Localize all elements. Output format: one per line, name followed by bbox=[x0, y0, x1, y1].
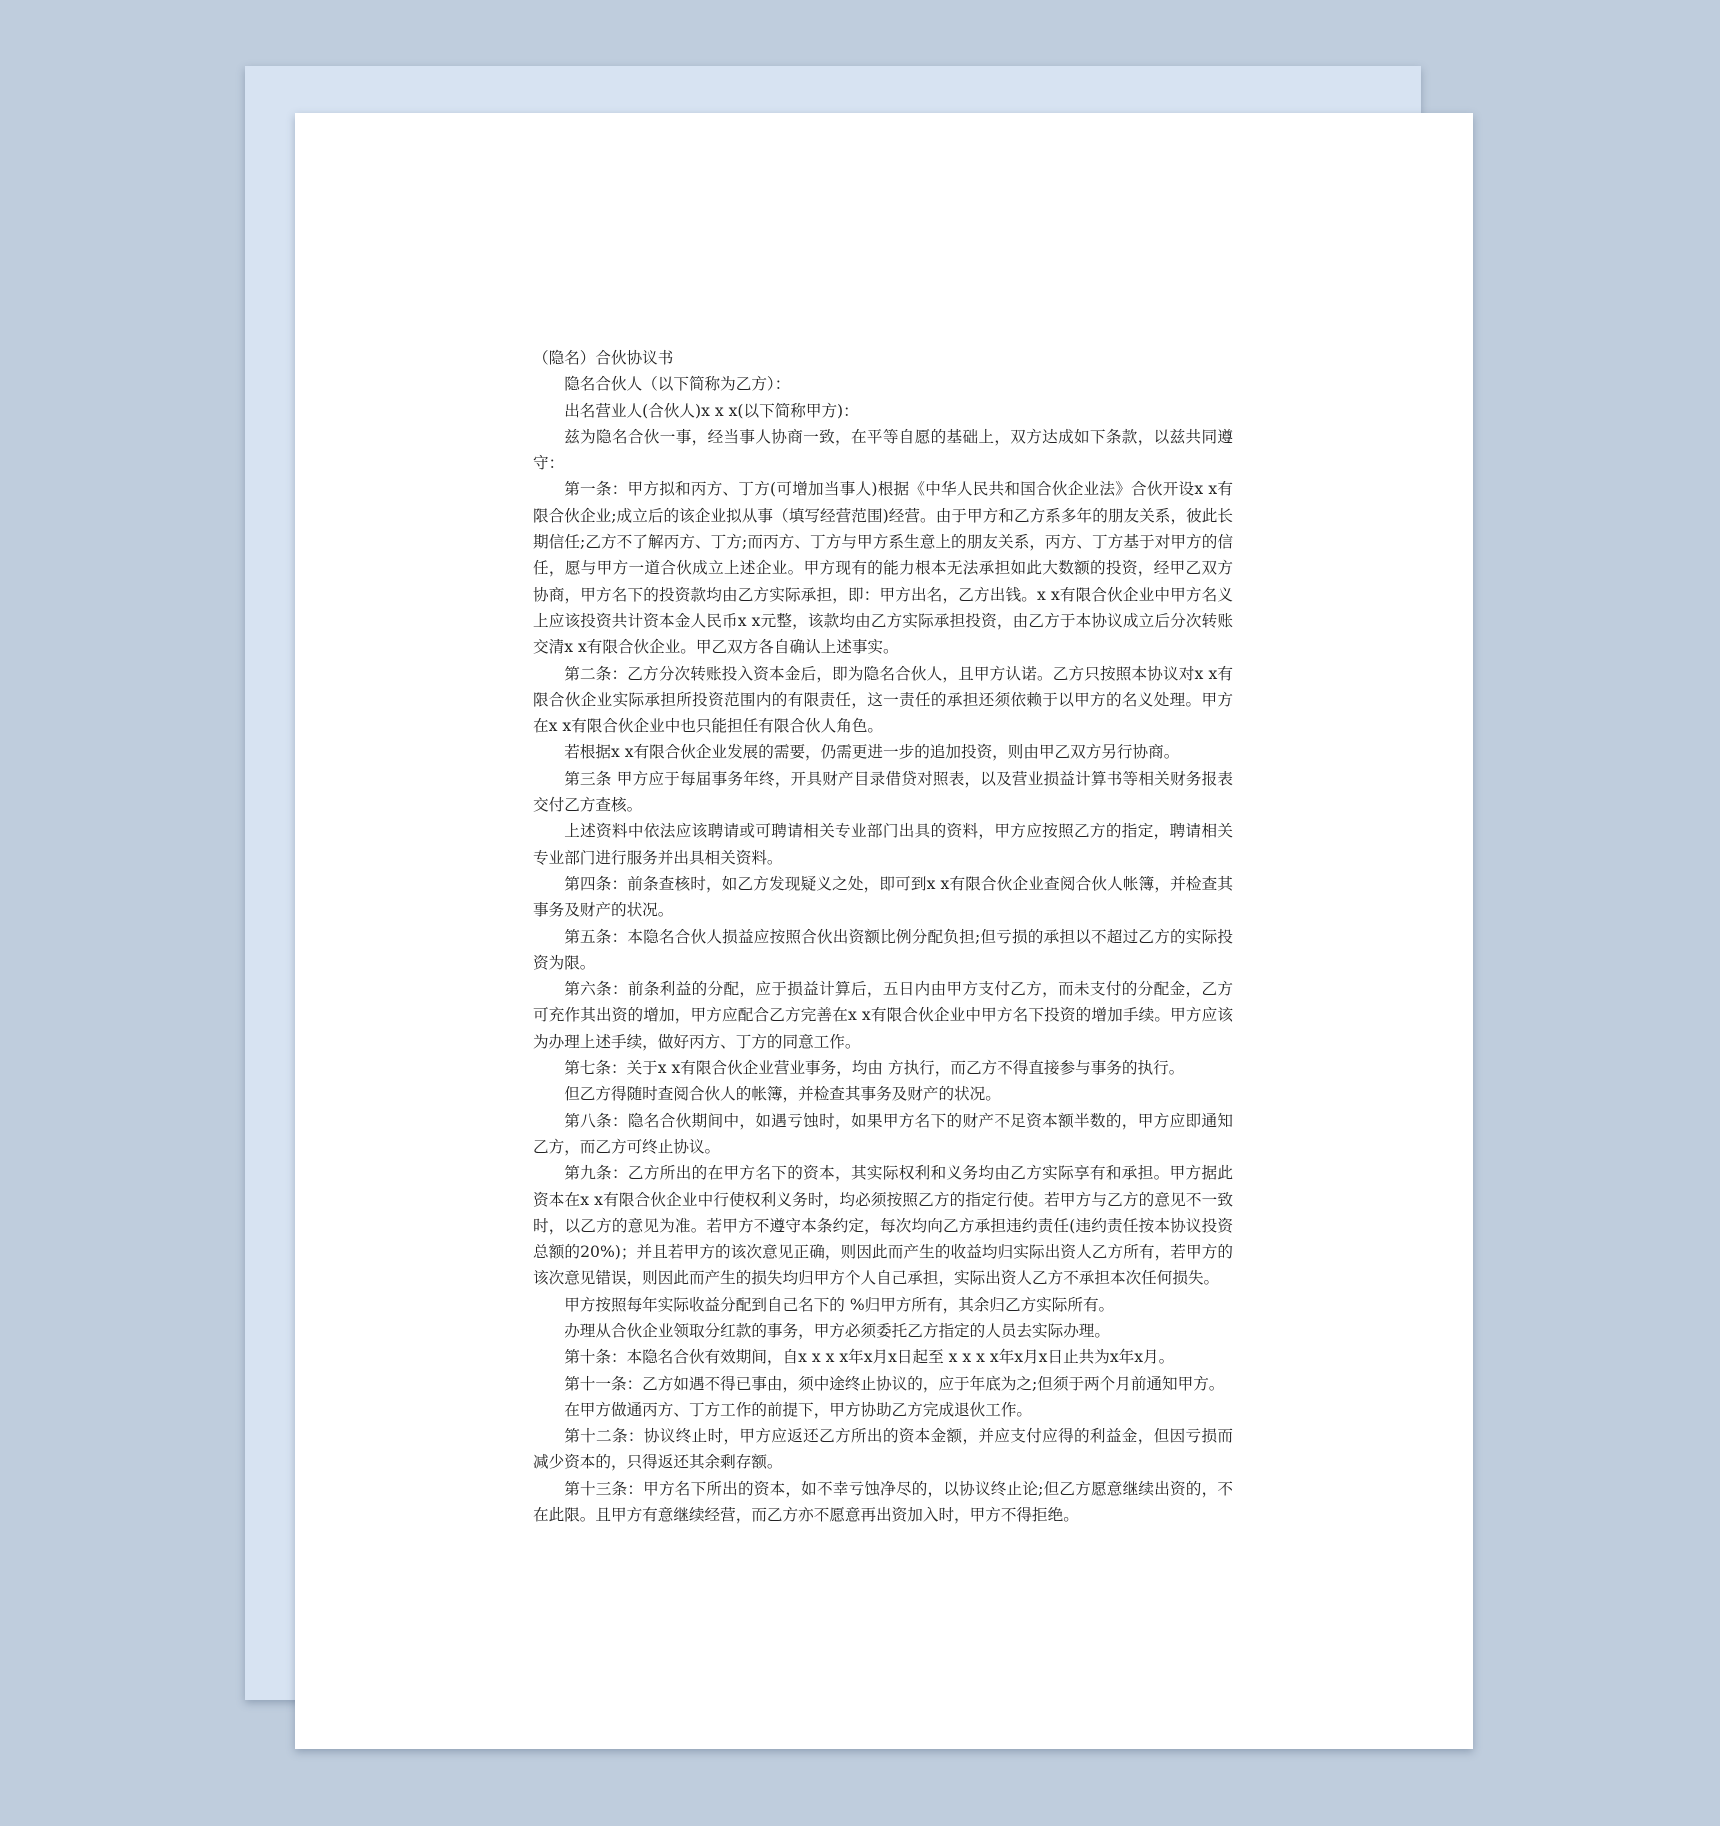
paragraph: 第九条：乙方所出的在甲方名下的资本，其实际权利和义务均由乙方实际享有和承担。甲方据此资本在x x有限合伙企业中行使权利义务时，均必须按照乙方的指定行使。若甲方与乙方的意见不一致时，以乙方的意见为准。若甲方不遵守本条约定，每次均向乙方承担违约责任(违约责任按本协议投资总额的20%)；并且若甲方的该次意见正确，则因此而产生的收益均归实际出资人乙方所有，若甲方的该次意见错误，则因此而产生的损失均归甲方个人自己承担，实际出资人乙方不承担本次任何损失。 bbox=[533, 1164, 1233, 1288]
paragraph: 第六条：前条利益的分配，应于损益计算后，五日内由甲方支付乙方，而未支付的分配金，乙方可充作其出资的增加，甲方应配合乙方完善在x x有限合伙企业中甲方名下投资的增加手续。甲方应该为办理上述手续，做好丙方、丁方的同意工作。 bbox=[533, 980, 1233, 1051]
paragraph: 在甲方做通丙方、丁方工作的前提下，甲方协助乙方完成退伙工作。 bbox=[564, 1400, 1033, 1419]
paragraph: 第八条：隐名合伙期间中，如遇亏蚀时，如果甲方名下的财产不足资本额半数的，甲方应即通知乙方，而乙方可终止协议。 bbox=[533, 1111, 1233, 1156]
paragraph: 但乙方得随时查阅合伙人的帐簿，并检查其事务及财产的状况。 bbox=[564, 1085, 1001, 1104]
paragraph: 第十三条：甲方名下所出的资本，如不幸亏蚀净尽的，以协议终止论;但乙方愿意继续出资的，不在此限。且甲方有意继续经营，而乙方亦不愿意再出资加入时，甲方不得拒绝。 bbox=[533, 1479, 1233, 1525]
paragraph: 出名营业人(合伙人)x x x(以下简称甲方)： bbox=[564, 401, 859, 420]
paragraph: 第二条：乙方分次转账投入资本金后，即为隐名合伙人，且甲方认诺。乙方只按照本协议对x x有限合伙企业实际承担所投资范围内的有限责任，这一责任的承担还须依赖于以甲方的名义处理。甲方在x x有限合伙企业中也只能担任有限合伙人角色。 bbox=[533, 664, 1233, 736]
paragraph: 甲方按照每年实际收益分配到自己名下的 %归甲方所有，其余归乙方实际所有。 bbox=[564, 1295, 1115, 1314]
paragraph: 兹为隐名合伙一事，经当事人协商一致，在平等自愿的基础上，双方达成如下条款，以兹共同遵守： bbox=[533, 427, 1233, 473]
document-page bbox=[295, 113, 1473, 1749]
document-title: （隐名）合伙协议书 bbox=[533, 349, 674, 367]
paragraph: 办理从合伙企业领取分红款的事务，甲方必须委托乙方指定的人员去实际办理。 bbox=[564, 1321, 1110, 1340]
paragraph: 第五条：本隐名合伙人损益应按照合伙出资额比例分配负担;但亏损的承担以不超过乙方的实际投资为限。 bbox=[533, 927, 1233, 972]
paragraph: 第十一条：乙方如遇不得已事由，须中途终止协议的，应于年底为之;但须于两个月前通知甲方。 bbox=[564, 1374, 1225, 1393]
paragraph: 第十二条：协议终止时，甲方应返还乙方所出的资本金额，并应支付应得的利益金，但因亏损而减少资本的，只得返还其余剩存额。 bbox=[533, 1427, 1233, 1472]
paragraph: 上述资料中依法应该聘请或可聘请相关专业部门出具的资料，甲方应按照乙方的指定，聘请相关专业部门进行服务并出具相关资料。 bbox=[533, 822, 1233, 867]
paragraph: 第四条：前条查核时，如乙方发现疑义之处，即可到x x有限合伙企业查阅合伙人帐簿，并检查其事务及财产的状况。 bbox=[533, 874, 1233, 920]
paragraph: 隐名合伙人（以下简称为乙方）： bbox=[564, 375, 791, 394]
document-body bbox=[533, 345, 1233, 1528]
paragraph: 若根据x x有限合伙企业发展的需要，仍需更进一步的追加投资，则由甲乙双方另行协商。 bbox=[564, 743, 1180, 762]
paragraph: 第七条：关于x x有限合伙企业营业事务，均由 方执行，而乙方不得直接参与事务的执行。 bbox=[564, 1059, 1185, 1078]
paragraph: 第一条：甲方拟和丙方、丁方(可增加当事人)根据《中华人民共和国合伙企业法》合伙开设x x有限合伙企业;成立后的该企业拟从事（填写经营范围)经营。由于甲方和乙方系多年的朋友关系，彼此长期信任;乙方不了解丙方、丁方;而丙方、丁方与甲方系生意上的朋友关系，丙方、丁方基于对甲方的信任，愿与甲方一道合伙成立上述企业。甲方现有的能力根本无法承担如此大数额的投资，经甲乙双方协商，甲方名下的投资款均由乙方实际承担，即：甲方出名，乙方出钱。x x有限合伙企业中甲方名义上应该投资共计资本金人民币x x元整，该款均由乙方实际承担投资，由乙方于本协议成立后分次转账交清x x有限合伙企业。甲乙双方各自确认上述事实。 bbox=[533, 480, 1233, 657]
paragraph: 第十条：本隐名合伙有效期间，自x x x x年x月x日起至 x x x x年x月x日止共为x年x月。 bbox=[564, 1348, 1175, 1367]
paragraph: 第三条 甲方应于每届事务年终，开具财产目录借贷对照表，以及营业损益计算书等相关财务报表交付乙方查核。 bbox=[533, 769, 1233, 815]
